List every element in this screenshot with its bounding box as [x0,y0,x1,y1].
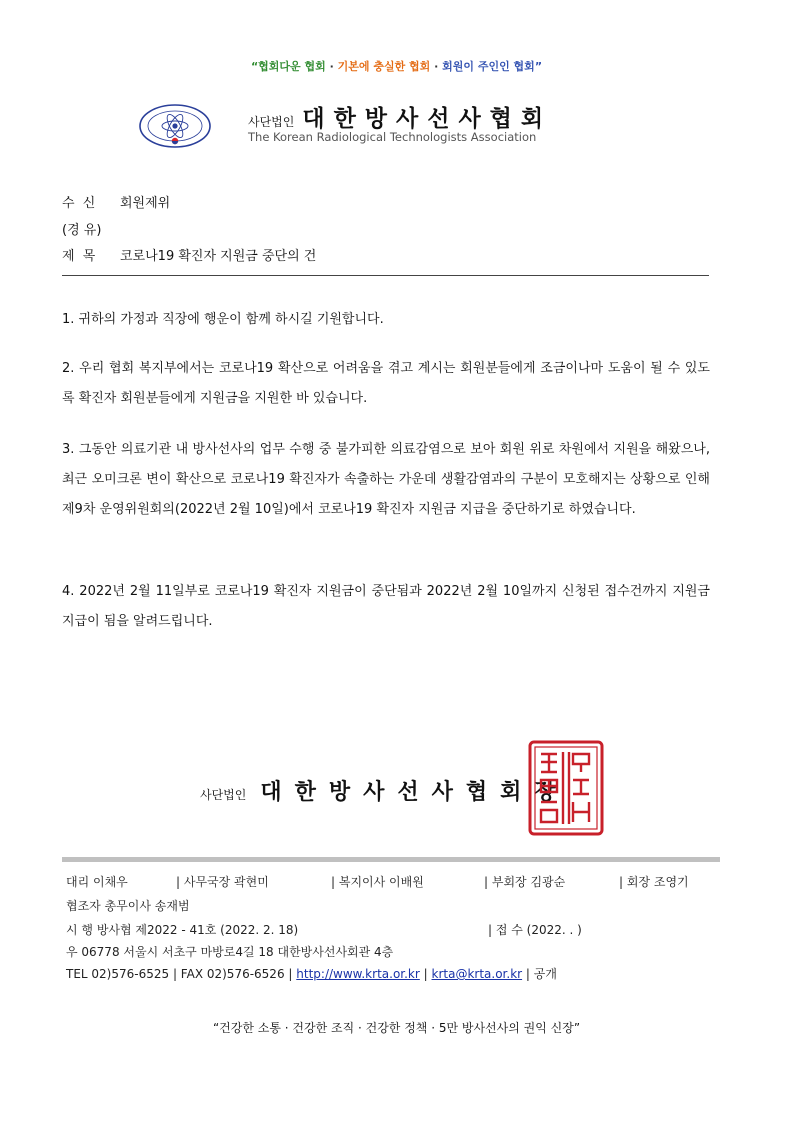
slogan-part-3: 회원이 주인인 협회 [442,60,535,73]
contact-line [66,965,557,982]
tel-fax: TEL 02)576-6525 | FAX 02)576-6526 | [66,967,293,981]
staff-secretary-general: | 사무국장 곽현미 [176,875,269,889]
email-link[interactable]: krta@krta.or.kr [431,967,523,981]
header-divider [62,275,709,276]
paragraph-3: 3. 그동안 의료기관 내 방사선사의 업무 수행 중 불가피한 의료감염으로 보아 회원 위로 차원에서 지원을 해왔으나, 최근 오미크론 변이 확산으로 코로나19 확진자가 속출하는 가운데 생활감염과의 구분이 모호해지는 상황으로 인해 제9차 운영위원회의(2022년 2월 10일)에서 코로나19 확진자 지원금 지급을 중단하기로 하였습니다. [62,442,710,517]
public-status: | 공개 [525,967,557,981]
slogan-end-quote: ” [534,60,543,73]
official-red-seal-icon [528,740,604,836]
bottom-slogan: “건강한 소통 · 건강한 조직 · 건강한 정책 · 5만 방사선사의 권익 신장” [212,1021,581,1035]
paragraph-2: 2. 우리 협회 복지부에서는 코로나19 확산으로 어려움을 겪고 계시는 회원분들에게 조금이나마 도움이 될 수 있도록 확진자 회원분들에게 지원금을 지원한 바 있습니다. [62,361,710,406]
staff-assistant: 대리 이채우 [66,875,128,889]
staff-vice-president: | 부회장 김광순 [484,875,566,889]
staff-welfare-director: | 복지이사 이배원 [331,875,424,889]
radiology-atom-logo-icon [138,103,212,149]
subject-row [62,245,316,264]
org-name: 대한방사선사협회 [302,106,553,132]
paragraph-4: 4. 2022년 2월 11일부로 코로나19 확진자 지원금이 중단됨과 2022년 2월 10일까지 신청된 접수건까지 지원금 지급이 됨을 알려드립니다. [62,584,710,629]
org-title [248,100,552,133]
staff-president: | 회장 조영기 [619,875,689,889]
recipient-row [62,192,170,211]
org-name-english: The Korean Radiological Technologists Association [248,130,537,144]
contact-separator: | [423,967,428,981]
recipient-label: 수 신 [62,196,98,211]
slogan-separator: · [430,60,443,73]
subject-label: 제 목 [62,249,98,264]
recipient-value: 회원제위 [120,196,171,211]
paragraph-1: 1. 귀하의 가정과 직장에 행운이 함께 하시길 기원합니다. [62,312,384,327]
slogan-separator: · [325,60,338,73]
via-label: (경 유) [62,223,102,238]
signature-name: 대한방사선사협회장 [260,780,569,805]
via-row [62,219,101,238]
slogan-part-1: “협회다운 협회 [250,60,326,73]
address-line: 우 06778 서울시 서초구 마방로4길 18 대한방사선사회관 4층 [66,945,394,959]
receipt-field: | 접 수 (2022. . ) [488,923,582,937]
top-slogan [0,58,793,74]
cooperator-line: 협조자 총무이사 송재범 [66,899,190,913]
issue-number: 시 행 방사협 제2022 - 41호 (2022. 2. 18) [66,923,299,937]
slogan-part-2: 기본에 충실한 협회 [337,60,431,73]
signature-prefix: 사단법인 [200,788,247,802]
footer-divider [62,857,720,862]
signature [200,775,569,806]
org-prefix: 사단법인 [248,115,295,129]
subject-value: 코로나19 확진자 지원금 중단의 건 [120,249,317,264]
website-link[interactable]: http://www.krta.or.kr [296,967,420,981]
approval-line [66,873,726,889]
